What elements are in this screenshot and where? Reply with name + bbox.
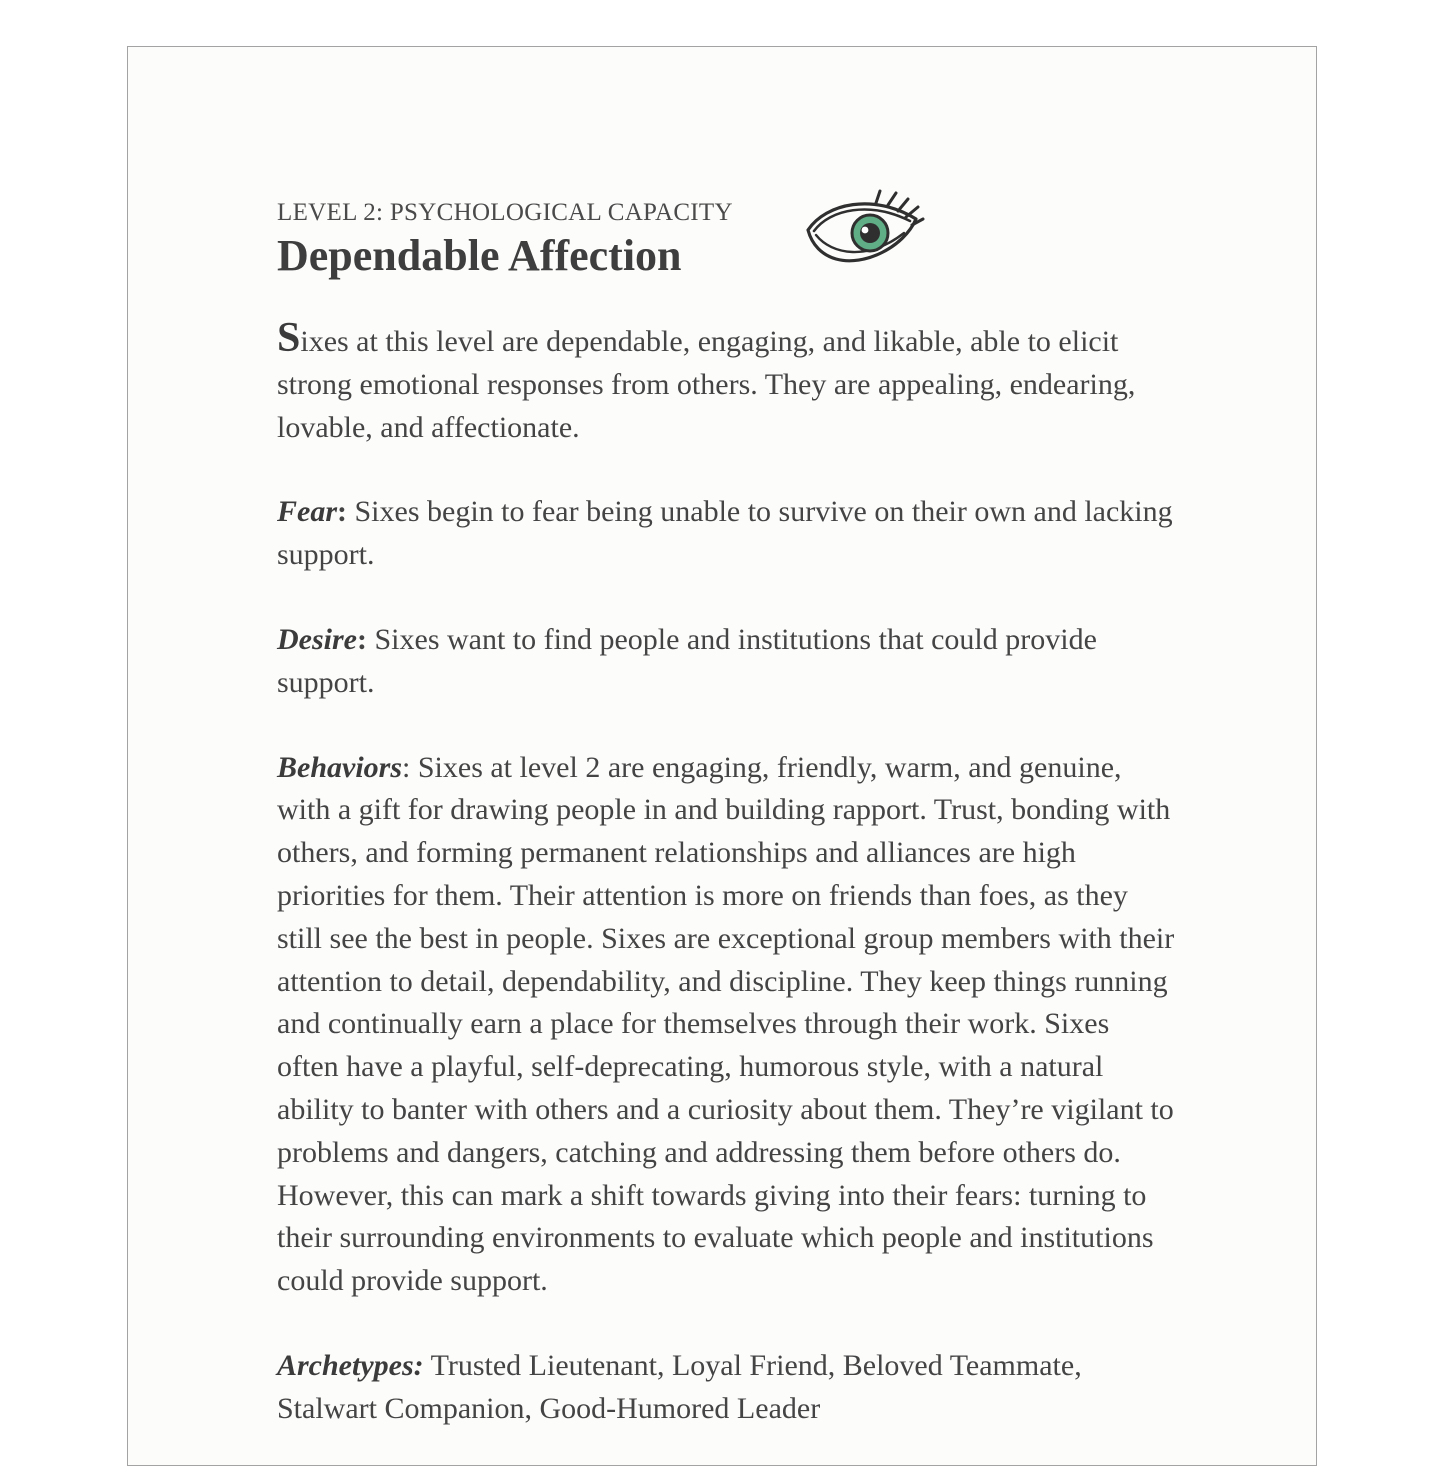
page-title: Dependable Affection [277,231,682,280]
desire-term: Desire [277,622,357,656]
fear-text: Sixes begin to fear being unable to survive on their own and lacking support. [277,495,1173,572]
desire-colon: : [356,622,367,656]
archetypes-text: Trusted Lieutenant, Loyal Friend, Beloved Teammate, Stalwart Companion, Good-Humored Leader [277,1348,1082,1425]
behaviors-paragraph [277,747,1177,1303]
behaviors-colon: : [402,750,411,784]
fear-colon: : [337,495,347,529]
intro-paragraph [277,315,1177,449]
document-page [127,46,1317,1466]
archetypes-term: Archetypes: [277,1348,424,1382]
fear-paragraph [277,491,1177,577]
eye-icon [804,185,926,271]
fear-term: Fear [277,495,337,529]
page-content [277,197,1177,1431]
behaviors-text: Sixes at level 2 are engaging, friendly, warm, and genuine, with a gift for drawing people in and building rapport. Trust, bonding with others, and forming permanent relationships and alliances are high priorities for them. Their attention is more on friends than foes, as they still see the best in people. Sixes are exceptional group members with their attention to detail, dependability, and discipline. They keep things running and continually earn a place for themselves through their work. Sixes often have a playful, self-deprecating, humorous style, with a natural ability to banter with others and a curiosity about them. They’re vigilant to problems and dangers, catching and addressing them before others do. However, this can mark a shift towards giving into their fears: turning to their surrounding environments to evaluate which people and institutions could provide support. [277,750,1175,1298]
level-label: LEVEL 2: PSYCHOLOGICAL CAPACITY [277,199,733,226]
behaviors-term: Behaviors [277,750,403,784]
desire-text: Sixes want to find people and institutions that could provide support. [277,622,1097,699]
desire-paragraph [277,619,1177,705]
intro-text: ixes at this level are dependable, engaging, and likable, able to elicit strong emotional responses from others. They are appealing, endearing, lovable, and affectionate. [277,325,1136,444]
archetypes-paragraph [277,1345,1177,1431]
drop-cap: S [277,315,301,361]
